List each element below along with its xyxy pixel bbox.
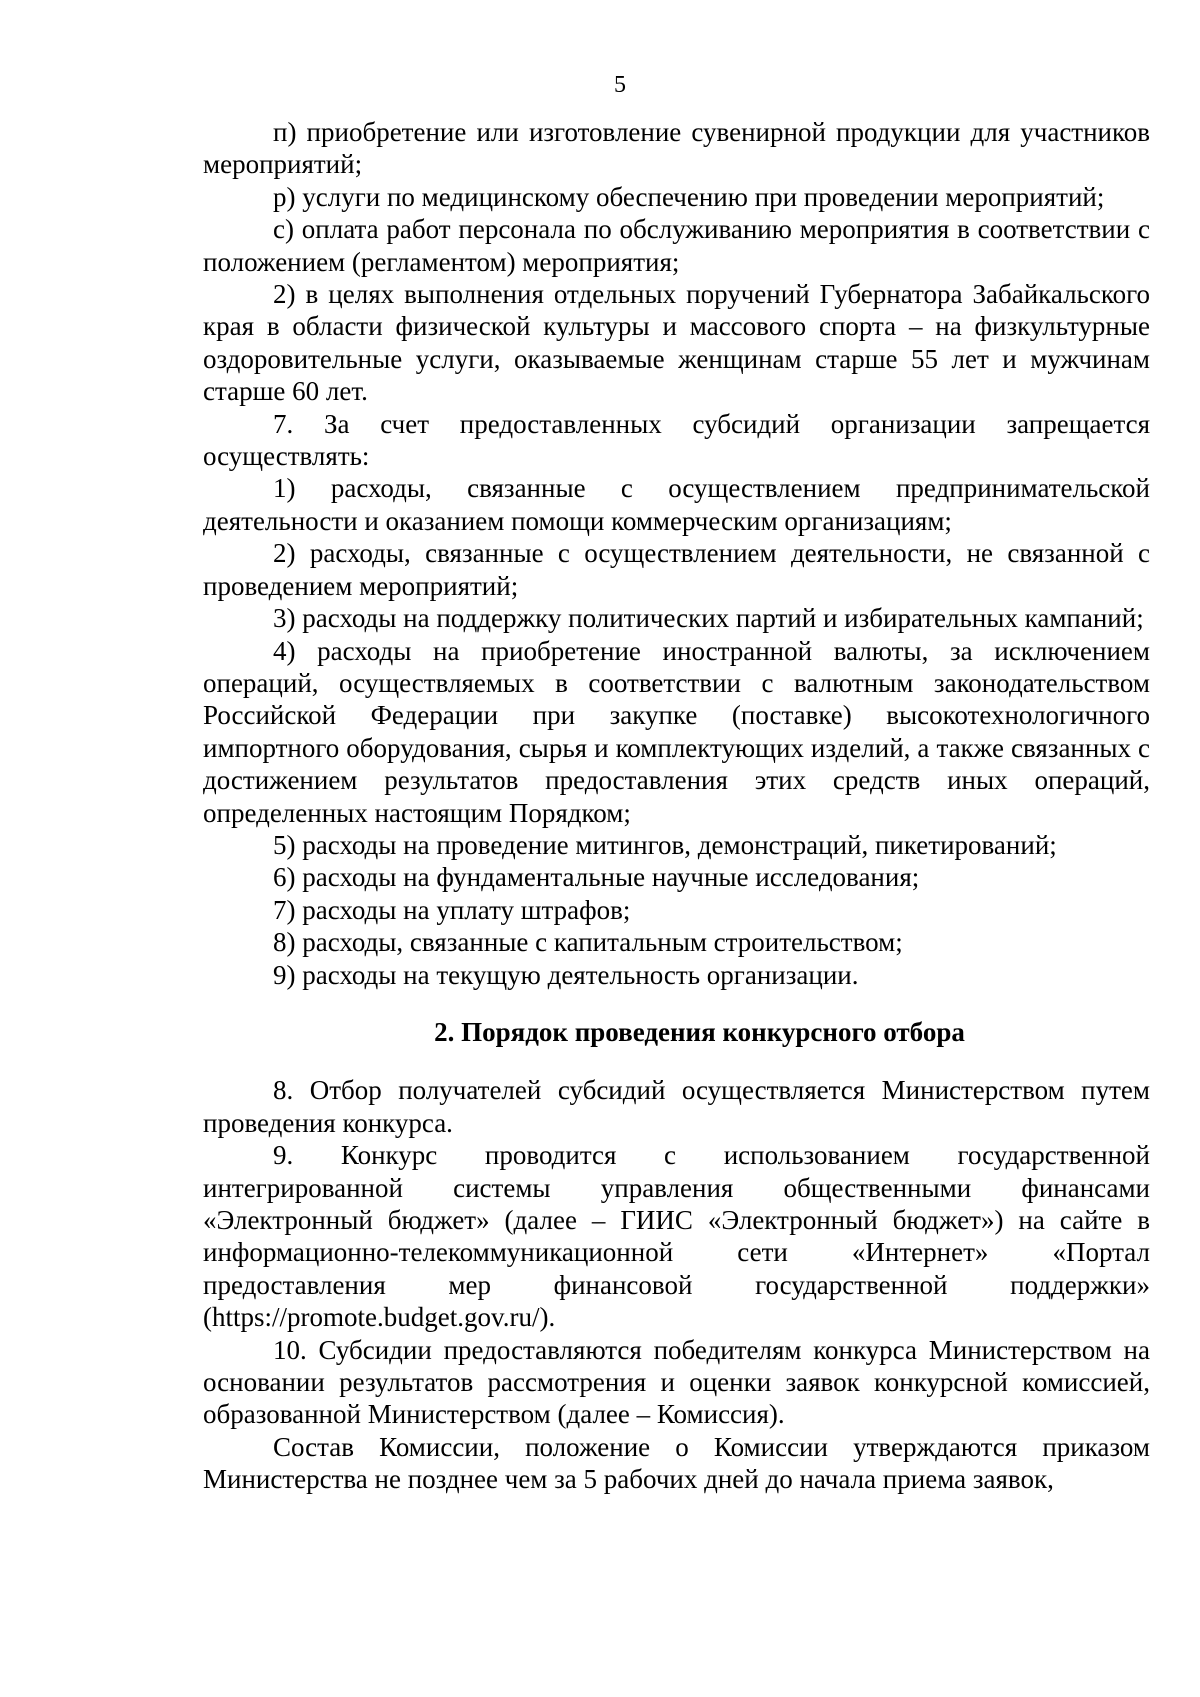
paragraph-clause-8: 8. Отбор получателей субсидий осуществляется Министерством путем проведения конкурса. xyxy=(203,1075,1150,1138)
paragraph-prohibited-9: 9) расходы на текущую деятельность организации. xyxy=(273,959,859,990)
paragraph-prohibited-6: 6) расходы на фундаментальные научные исследования; xyxy=(273,862,920,893)
paragraph-prohibited-2: 2) расходы, связанные с осуществлением деятельности, не связанной с проведением мероприятий; xyxy=(203,538,1150,601)
paragraph-item-s: с) оплата работ персонала по обслуживанию мероприятия в соответствии с положением (регламентом) мероприятия; xyxy=(203,214,1150,277)
paragraph-clause-9: 9. Конкурс проводится с использованием государственной интегрированной системы управления общественными финансами «Электронный бюджет» (далее – ГИИС «Электронный бюджет») на сайте в информационно-телекоммуникационной сети «Интернет» «Портал предоставления мер финансовой государственной поддержки» (https://promote.budget.gov.ru/). xyxy=(203,1140,1150,1333)
section-heading: 2. Порядок проведения конкурсного отбора xyxy=(434,1016,965,1047)
paragraph-item-r: р) услуги по медицинскому обеспечению при проведении мероприятий; xyxy=(273,181,1105,212)
paragraph-clause-10: 10. Субсидии предоставляются победителям конкурса Министерством на основании результатов рассмотрения и оценки заявок конкурсной комиссией, образованной Министерством (далее – Комиссия). xyxy=(203,1334,1150,1430)
paragraph-commission: Состав Комиссии, положение о Комиссии утверждаются приказом Министерства не позднее чем за 5 рабочих дней до начала приема заявок, xyxy=(203,1431,1150,1495)
paragraph-prohibited-1: 1) расходы, связанные с осуществлением предпринимательской деятельности и оказанием помощи коммерческим организациям; xyxy=(203,473,1150,536)
paragraph-prohibited-7: 7) расходы на уплату штрафов; xyxy=(273,894,631,925)
paragraph-prohibited-8: 8) расходы, связанные с капитальным строительством; xyxy=(273,927,903,958)
paragraph-prohibited-3: 3) расходы на поддержку политических партий и избирательных кампаний; xyxy=(273,603,1144,634)
document-body xyxy=(203,116,1150,1496)
paragraph-prohibited-4: 4) расходы на приобретение иностранной валюты, за исключением операций, осуществляемых в соответствии с валютным законодательством Российской Федерации при закупке (поставке) высокотехнологичного импортного оборудования, сырья и комплектующих изделий, а также связанных с достижением результатов предоставления этих средств иных операций, определенных настоящим Порядком; xyxy=(203,635,1150,828)
page-number: 5 xyxy=(614,72,626,98)
paragraph-item-2-governor: 2) в целях выполнения отдельных поручений Губернатора Забайкальского края в области физической культуры и массового спорта – на физкультурные оздоровительные услуги, оказываемые женщинам старше 55 лет и мужчинам старше 60 лет. xyxy=(203,279,1150,407)
paragraph-clause-7: 7. За счет предоставленных субсидий организации запрещается осуществлять: xyxy=(203,408,1150,472)
paragraph-item-p: п) приобретение или изготовление сувенирной продукции для участников мероприятий; xyxy=(203,117,1150,180)
paragraph-prohibited-5: 5) расходы на проведение митингов, демонстраций, пикетирований; xyxy=(273,829,1057,860)
